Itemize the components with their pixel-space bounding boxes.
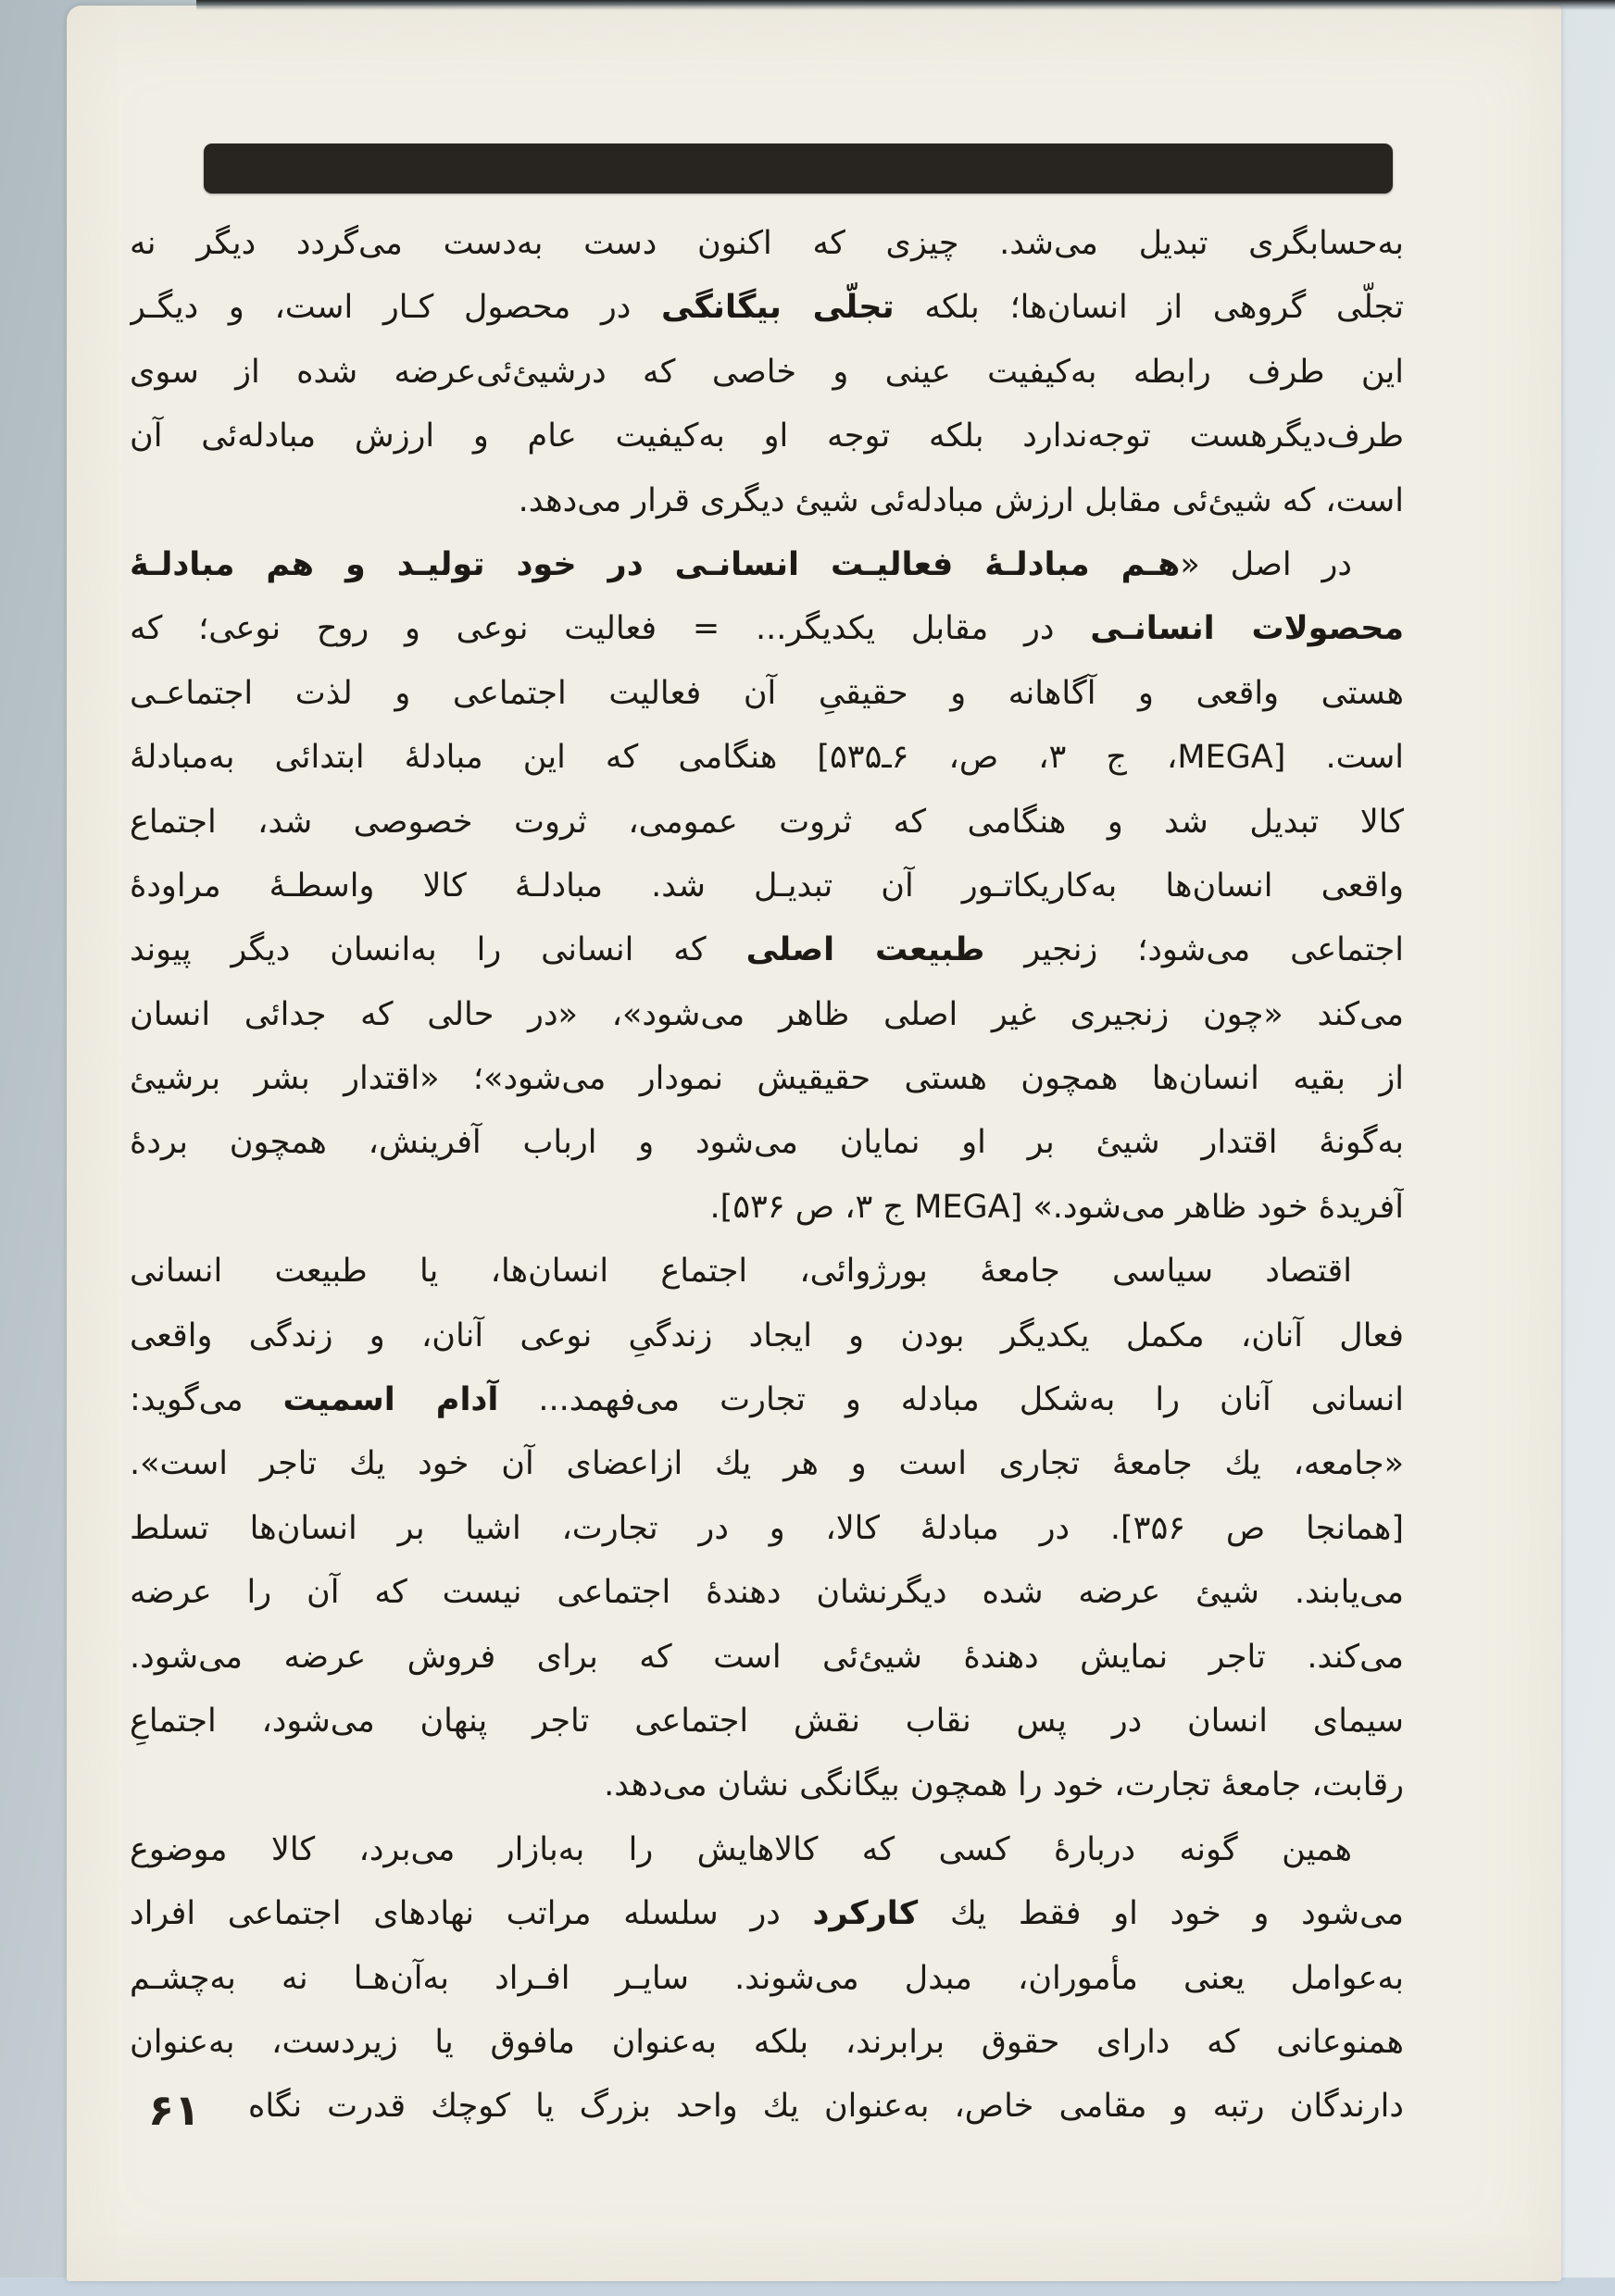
text-line [130,1497,1404,1561]
text-segment: رقابت، جامعهٔ تجارت، خود را همچون بیگانگی نشان می‌دهد. [604,1766,1404,1804]
text-segment: کالا تبدیل شد و هنگامی که ثروت عمومی، ثروت خصوصی شد، اجتماع [130,803,1404,841]
text-line [130,1753,1404,1817]
text-line [130,1176,1404,1240]
text-segment: می‌کند. تاجر نمایش دهندهٔ شیئ‌ئی است که برای فروش عرضه می‌شود. [130,1638,1404,1676]
text-segment: طرف‌دیگرهست توجه‌ندارد بلکه توجه او به‌کیفیت عام و ارزش مبادله‌ئی آن [130,418,1404,455]
emphasized-text: طبیعت اصلی [745,931,985,969]
text-segment: واقعی انسان‌ها به‌کاریکاتـور آن تبدیـل شد. مبادلـهٔ کالا واسطـهٔ مراودهٔ [130,867,1404,905]
text-segment: در محصول کـار است، و دیگـر [130,289,662,327]
text-line [130,1626,1404,1690]
text-segment: انسانی آنان را به‌شکل مبادله و تجارت می‌فهمد... [498,1381,1404,1419]
text-line [130,1882,1404,1946]
text-line [130,341,1404,405]
text-line [130,212,1404,276]
text-segment: در سلسله مراتب نهادهای اجتماعی افراد [130,1895,813,1933]
text-line [130,597,1404,661]
emphasized-text: محصولات انسانـی [1090,610,1404,648]
text-line [130,1818,1404,1882]
text-segment: سیمای انسان در پس نقاب نقش اجتماعی تاجر پنهان می‌شود، اجتماعِ [130,1702,1404,1740]
text-segment: به‌حسابگری تبدیل می‌شد. چیزی که اکنون دست به‌دست می‌گردد دیگر نه [130,225,1404,262]
page-number: ۶۱ [148,2085,201,2135]
text-segment: به‌گونهٔ اقتدار شیئ بر او نمایان می‌شود و ارباب آفرینش، همچون بردهٔ [130,1124,1404,1162]
text-line [130,1240,1404,1304]
text-line [130,2011,1404,2075]
text-line [130,1304,1404,1368]
book-page [67,6,1561,2281]
text-line [130,983,1404,1047]
text-segment: می‌شود و خود او فقط یك [918,1895,1404,1933]
text-segment: که انسانی را به‌انسان دیگر پیوند [130,931,746,969]
text-segment: این طرف رابطه به‌کیفیت عینی و خاصی که درشیئ‌ئی‌عرضه شده از سوی [130,353,1404,391]
text-segment: دارندگان رتبه و مقامی خاص، به‌عنوان یك واحد بزرگ یا کوچك قدرت نگاه [248,2088,1404,2126]
text-segment: فعال آنان، مکمل یکدیگر بودن و ایجاد زندگیِ نوعی آنان، و زندگی واقعی [130,1316,1404,1354]
text-line [130,791,1404,855]
chapter-divider-bar [204,144,1393,193]
text-line [130,276,1404,340]
emphasized-text: تجلّی بیگانگی [661,289,895,327]
text-line [130,855,1404,918]
text-line [130,1947,1404,2011]
text-segment: «جامعه، یك جامعهٔ تجاری است و هر یك ازاعضای آن خود یك تاجر است». [130,1445,1404,1483]
text-segment: آفریدهٔ خود ظاهر می‌شود.» [MEGA ج ۳، ص ۵۳۶]. [709,1188,1404,1226]
text-line [130,2075,1404,2139]
text-segment: می‌کند «چون زنجیری غیر اصلی ظاهر می‌شود»، «در حالی که جدائی انسان [130,995,1404,1033]
text-segment: در اصل « [1180,545,1352,583]
text-segment: از بقیه انسان‌ها همچون هستی حقیقیش نمودار می‌شود»؛ «اقتدار بشر برشیئ [130,1060,1404,1098]
text-line [130,1690,1404,1753]
text-segment: است. [MEGA، ج ۳، ص، ۶ـ۵۳۵] هنگامی که این مبادلهٔ ابتدائی به‌مبادلهٔ [130,739,1404,777]
emphasized-text: کارکرد [812,1895,919,1933]
text-line [130,1368,1404,1432]
text-segment: همنوعانی که دارای حقوق برابرند، بلکه به‌عنوان مافوق یا زیردست، به‌عنوان [130,2023,1404,2061]
text-segment: می‌گوید: [130,1381,283,1419]
text-segment: اقتصاد سیاسی جامعهٔ بورژوائی، اجتماع انسان‌ها، یا طبیعت انسانی [130,1253,1352,1291]
text-line [130,533,1404,597]
body-text [130,212,1404,2140]
text-line [130,1561,1404,1625]
text-segment: است، که شیئ‌ئی مقابل ارزش مبادله‌ئی شیئ دیگری قرار می‌دهد. [518,481,1404,519]
text-segment: تجلّی گروهی از انسان‌ها؛ بلکه [894,289,1404,327]
text-line [130,662,1404,726]
text-line [130,918,1404,982]
text-segment: به‌عوامل یعنی مأموران، مبدل می‌شوند. سایـر افـراد به‌آن‌هـا نه به‌چشـم [130,1959,1404,1997]
text-line [130,1047,1404,1111]
text-segment: هستی واقعی و آگاهانه و حقیقیِ آن فعالیت اجتماعی و لذت اجتماعـی [130,674,1404,712]
text-segment: می‌یابند. شیئ عرضه شده دیگرنشان دهندهٔ اجتماعی نیست که آن را عرضه [130,1574,1404,1612]
text-line [130,405,1404,468]
text-segment: اجتماعی می‌شود؛ زنجیر [984,931,1404,969]
text-line [130,726,1404,790]
text-line [130,1432,1404,1496]
emphasized-text: هـم مبادلـهٔ فعالیـت انسانـی در خود تولیـد و هم مبادلـهٔ [130,545,1181,583]
scan-edge-shadow [196,0,1615,10]
text-segment: همین گونه دربارهٔ کسی که کالاهایش را به‌بازار می‌برد، کالا موضوع [130,1830,1352,1868]
text-segment: در مقابل یکدیگر... = فعالیت نوعی و روح نوعی؛ که [130,610,1091,648]
emphasized-text: آدام اسمیت [282,1381,499,1419]
text-segment: [همانجا ص ۳۵۶]. در مبادلهٔ کالا، و در تجارت، اشیا بر انسان‌ها تسلط [130,1509,1404,1547]
text-line [130,469,1404,533]
text-line [130,1111,1404,1175]
